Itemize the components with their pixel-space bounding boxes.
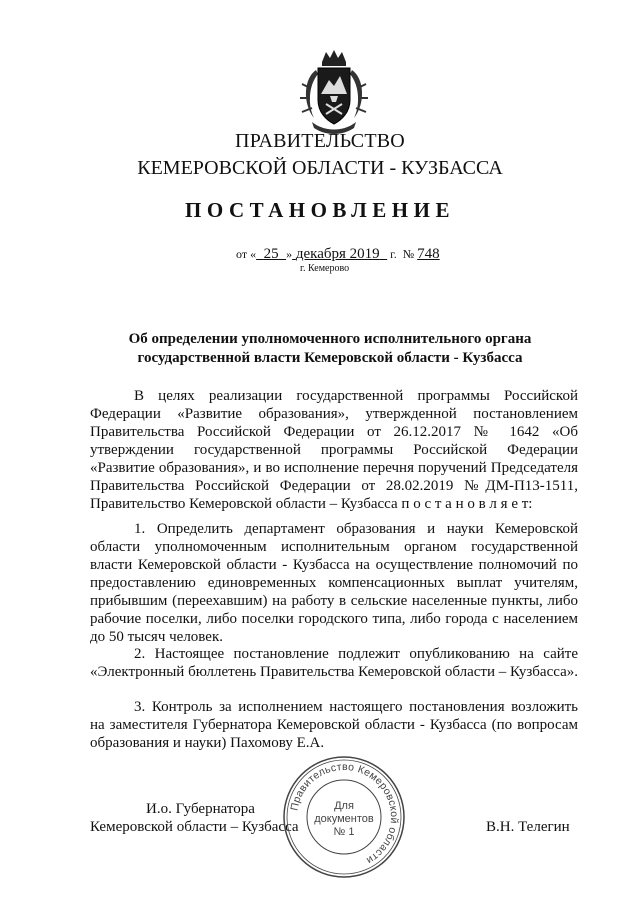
date-day: 25 bbox=[263, 246, 279, 262]
date-prefix: от « bbox=[236, 247, 257, 261]
government-name-line2: КЕМЕРОВСКОЙ ОБЛАСТИ - КУЗБАССА bbox=[137, 157, 503, 179]
stamp-center-line3: № 1 bbox=[333, 826, 355, 838]
coat-of-arms-emblem bbox=[296, 48, 372, 136]
resolves-text: п о с т а н о в л я е т: bbox=[401, 496, 533, 512]
document-number: 748 bbox=[417, 246, 440, 262]
city-label: г. Кемерово bbox=[300, 263, 350, 274]
number-label: № bbox=[402, 247, 415, 261]
item-2-paragraph: 2. Настоящее постановление подлежит опубликованию на сайте «Электронный бюллетень Правительства Кемеровской области – Кузбасса». bbox=[90, 646, 578, 680]
item-3-paragraph: 3. Контроль за исполнением настоящего постановления возложить на заместителя Губернатора Кемеровской области - Кузбасса (по вопросам образования и науки) Пахомову Е.А. bbox=[90, 699, 578, 751]
stamp-center-line1: Для bbox=[334, 800, 354, 812]
government-name-line1: ПРАВИТЕЛЬСТВО bbox=[235, 130, 405, 152]
signatory-name: В.Н. Телегин bbox=[486, 819, 570, 835]
stamp-ring-text: Правительство Кемеровской области bbox=[288, 760, 401, 867]
item-1-paragraph: 1. Определить департамент образования и науки Кемеровской области уполномоченным исполнительным органом государственной власти Кемеровской области - Кузбасса на осуществление полномочий по предоставлению единовременных компенсационных выплат учителям, прибывшим (переехавшим) на работу в сельские населенные пункты, либо рабочие поселки, либо поселки городского типа, либо города с населением до 50 тысяч человек. bbox=[90, 521, 578, 645]
preamble-paragraph bbox=[90, 387, 578, 513]
document-type-title: ПОСТАНОВЛЕНИЕ bbox=[185, 198, 455, 222]
date-month-year: декабря 2019 bbox=[295, 246, 380, 262]
date-year-suffix: г. bbox=[390, 247, 397, 261]
official-stamp bbox=[279, 752, 409, 882]
stamp-center-line2: документов bbox=[314, 813, 374, 825]
date-number-line bbox=[236, 246, 440, 263]
document-subject bbox=[120, 330, 540, 368]
subject-line1: Об определении уполномоченного исполнительного органа bbox=[128, 331, 532, 347]
date-quote-close: » bbox=[286, 247, 293, 261]
signatory-position-line2: Кемеровской области – Кузбасса bbox=[90, 819, 299, 835]
signatory-position-line1: И.о. Губернатора bbox=[146, 801, 255, 817]
preamble-text: В целях реализации государственной программы Российской Федерации «Развитие образования», утвержденной постановлением Правительства Российской Федерации от 26.12.2017 № 1642 «Об утверждении государственной программы Российской Федерации «Развитие образования», и во исполнение перечня поручений Председателя Правительства Российской Федерации от 28.02.2019 №ДМ-П13-1511, Правительство Кемеровской области – Кузбасса bbox=[90, 388, 578, 512]
subject-line2: государственной власти Кемеровской области - Кузбасса bbox=[137, 350, 523, 366]
